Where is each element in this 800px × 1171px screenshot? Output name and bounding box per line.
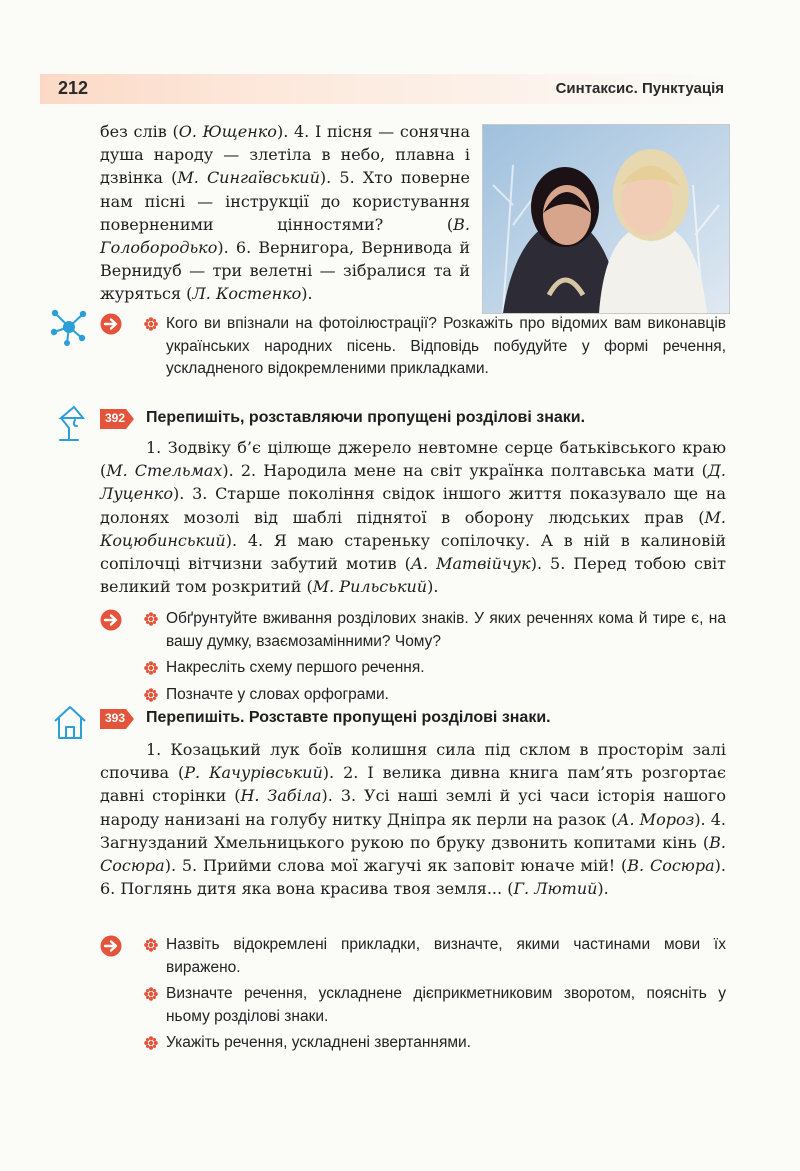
author-name: М. Стельмах xyxy=(106,461,223,481)
question-text: Обґрунтуйте вживання розділових знаків. У яких реченнях кома й тире є, на вашу думку, взаємозамінними? Чому? xyxy=(166,610,726,650)
author-name: Д. Луценко xyxy=(100,461,726,504)
bullet-flower-icon xyxy=(144,317,158,331)
text-segment: 1. Зодвіку б’є цілюще джерело невтомне серце батьківського краю ( xyxy=(100,438,726,481)
bullet-flower-icon xyxy=(144,938,158,952)
bullet-flower-icon xyxy=(144,688,158,702)
text-segment: ). xyxy=(597,879,609,899)
exercise-393-text xyxy=(100,738,726,900)
text-segment: ). 4. І пісня — сонячна душа народу — злетіла в небо, плавна і дзвінка ( xyxy=(100,122,471,188)
bullet-flower-icon xyxy=(144,987,158,1001)
author-name: М. Коцюбинський xyxy=(100,507,726,550)
author-name: В. Голобородько xyxy=(100,214,470,258)
text-segment: ). 2. І велика дивна книга пам’ять розгортає давні сторінки ( xyxy=(100,763,727,806)
exercise-392-text xyxy=(100,436,726,598)
question-item xyxy=(144,684,726,707)
intro-text xyxy=(100,120,470,306)
exercise-number: 393 xyxy=(105,711,126,725)
text-segment: ). xyxy=(301,284,313,304)
photo-illustration xyxy=(482,124,730,314)
text-segment: ). 2. Народила мене на світ українка полтавська мати ( xyxy=(222,461,708,481)
question-item xyxy=(144,657,726,680)
author-name: Г. Лютий xyxy=(513,879,598,899)
author-name: Р. Качурівський xyxy=(184,763,323,783)
author-name: В. Сосюра xyxy=(627,856,715,876)
author-name: Л. Костенко xyxy=(192,284,302,304)
house-icon xyxy=(52,704,88,740)
section-title: Синтаксис. Пунктуація xyxy=(555,80,724,97)
exercise-393-questions xyxy=(144,934,726,1055)
question-item xyxy=(144,934,726,979)
author-name: Н. Забіла xyxy=(240,786,322,806)
author-name: А. Матвійчук xyxy=(410,554,531,574)
text-segment: ). 5. Прийми слова мої жагучі як заповіт юначе мій! ( xyxy=(164,856,628,876)
author-name: М. Сингаївський xyxy=(177,168,320,188)
text-segment: ). 3. Усі наші землі й усі часи історія нашого народу нанизані на голубу нитку Дніпра як перли на разок ( xyxy=(100,786,727,829)
question-item xyxy=(144,983,726,1028)
text-segment: ). 5. Перед тобою світ великий том розкритий ( xyxy=(100,554,726,597)
author-name: А. Мороз xyxy=(617,809,695,829)
author-name: В. Сосюра xyxy=(100,832,726,876)
question-text: Назвіть відокремлені прикладки, визначте, якими частинами мови їх виражено. xyxy=(166,936,726,976)
bullet-flower-icon xyxy=(144,661,158,675)
exercise-392-title: Перепишіть, розставляючи пропущені розділові знаки. xyxy=(146,409,586,426)
bullet-flower-icon xyxy=(144,1036,158,1050)
question-text: Позначте у словах орфограми. xyxy=(166,685,389,703)
arrow-icon xyxy=(100,935,122,957)
page-number: 212 xyxy=(58,78,89,98)
text-segment: ). xyxy=(427,577,439,597)
exercise-393-title: Перепишіть. Розставте пропущені розділові знаки. xyxy=(146,709,551,726)
desk-lamp-icon xyxy=(52,404,88,444)
question-text: Укажіть речення, ускладнені звертаннями. xyxy=(166,1034,471,1051)
text-segment: ). 3. Старше покоління свідок іншого життя показувало ще на долонях мозолі від шаблі піднятої в оборону людських прав ( xyxy=(100,484,726,527)
arrow-icon xyxy=(100,313,122,335)
intro-questions xyxy=(144,313,726,381)
question-text: Визначте речення, ускладнене дієприкметниковим зворотом, поясніть у ньому розділові знаки. xyxy=(166,985,726,1025)
question-text: Накресліть схему першого речення. xyxy=(166,659,425,676)
text-segment: ). 6. Поглянь дитя яка вона красива твоя земля... ( xyxy=(100,856,726,899)
text-segment: 1. Козацький лук боїв колишня сила під склом в просторім залі спочива ( xyxy=(100,740,726,783)
text-segment: ). 4. Загнузданий Хмельницького рукою по бруку дзвонить копитами кінь ( xyxy=(100,809,726,852)
text-segment: ). 5. Хто поверне нам пісні — інструкції до користування поверненими цінностями? ( xyxy=(100,168,471,234)
text-segment: без слів ( xyxy=(100,122,179,141)
text-segment: ). 4. Я маю стареньку сопілочку. А в ній в калиновій сопілочці вітчизни забутий мотив ( xyxy=(100,530,726,574)
text-segment: ). 6. Вернигора, Вернивода й Вернидуб — три велетні — зібралися та й журяться ( xyxy=(100,238,470,304)
exercise-392-questions xyxy=(144,608,726,706)
photo-image xyxy=(483,125,729,313)
question-item xyxy=(144,608,726,653)
bullet-flower-icon xyxy=(144,612,158,626)
arrow-icon xyxy=(100,609,122,631)
question-item: Кого ви впізнали на фотоілюстрації? Розкажіть про відомих вам виконавців українських народних пісень. Відповідь побудуйте у формі речення, ускладненого відокремленими прикладками. xyxy=(144,313,726,381)
exercise-number: 392 xyxy=(105,411,126,425)
molecule-icon xyxy=(50,308,88,346)
question-item xyxy=(144,1032,726,1055)
author-name: О. Ющенко xyxy=(178,122,277,141)
author-name: М. Рильський xyxy=(312,577,428,597)
